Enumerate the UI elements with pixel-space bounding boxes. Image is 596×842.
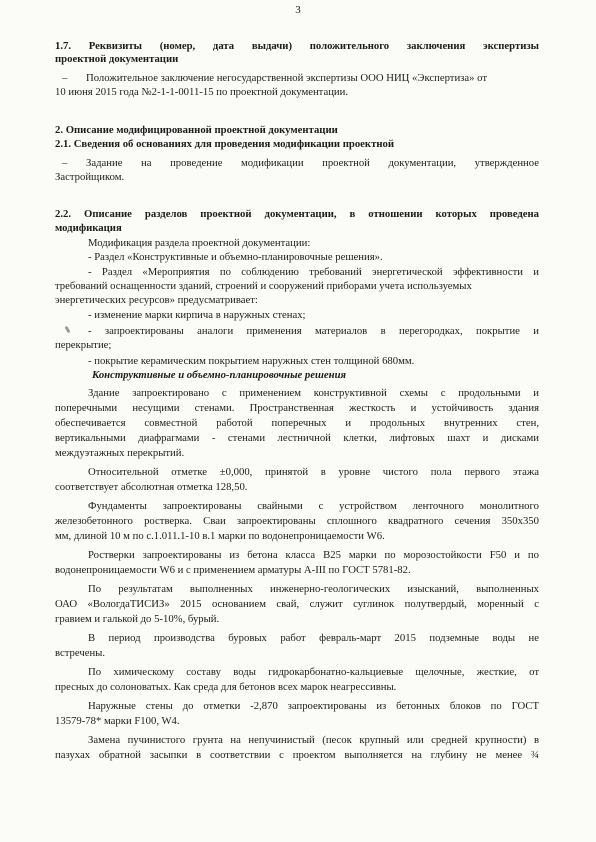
paragraph: 13579-78* марки F100, W4. [55,715,180,727]
section-1-7-text-cont: 10 июня 2015 года №2-1-1-0011-15 по проектной документации. [55,86,349,98]
scan-speck [64,326,70,334]
paragraph: - Раздел «Мероприятия по соблюдению требований энергетической эффективности и [88,266,539,278]
paragraph: По химическому составу воды гидрокарбонатно-кальциевые щелочные, жесткие, от [88,666,539,678]
paragraph: требований оснащенности зданий, строений и сооружений приборами учета используемых [55,280,472,292]
paragraph: Относительной отметке ±0,000, принятой в уровне чистого пола первого этажа [88,466,539,478]
paragraph: поперечными несущими стенами. Пространственная жесткость и устойчивость здания [55,402,539,414]
section-2-1-text: Задание на проведение модификации проектной документации, утвержденное [86,157,539,169]
section-1-7-text: Положительное заключение негосударственной экспертизы ООО НИЦ «Экспертиза» от [86,72,488,84]
paragraph: энергетических ресурсов» предусматривает: [55,294,258,306]
paragraph: - изменение марки кирпича в наружных стенах; [88,309,306,321]
paragraph: водонепроницаемости W6 и с применением арматуры А-III по ГОСТ 5781-82. [55,564,411,576]
paragraph: - запроектированы аналоги применения материалов в перегородках, покрытие и [88,325,539,337]
paragraph: пресных до солоноватых. Как среда для бетонов всех марок неагрессивны. [55,681,397,693]
paragraph: мм, длиной 10 м по с.1.011.1-10 в.1 марки по водонепроницаемости W6. [55,530,385,542]
paragraph: - Раздел «Конструктивные и объемно-планировочные решения». [88,251,383,263]
paragraph: По результатам выполненных инженерно-геологических изысканий, выполненных [88,583,539,595]
paragraph: перекрытие; [55,339,112,351]
paragraph: Ростверки запроектированы из бетона класса В25 марки по морозостойкости F50 и по [88,549,539,561]
page-number: 3 [295,4,301,16]
bullet-dash: – [62,157,68,169]
paragraph: пазухах обратной засыпки в соответствии с проектом выполняется на глубину не менее ¾ [55,749,539,761]
section-1-7-title-cont: проектной документации [55,53,179,65]
paragraph: обеспечивается совместной работой поперечных и продольных внутренних стен, [55,417,539,429]
section-2-title: 2. Описание модифицированной проектной документации [55,124,338,136]
paragraph: железобетонного ростверка. Сваи запроектированы сплошного квадратного сечения 350х350 [55,515,539,527]
section-2-2-title: 2.2. Описание разделов проектной документации, в отношении которых проведена [55,208,539,220]
paragraph: Замена пучинистого грунта на непучинистый (песок крупный или средней крупности) в [88,734,539,746]
paragraph: соответствует абсолютная отметка 128,50. [55,481,248,493]
section-2-1-title: 2.1. Сведения об основаниях для проведения модификации проектной [55,138,394,150]
paragraph: Наружные стены до отметки -2,870 запроектированы из бетонных блоков по ГОСТ [88,700,539,712]
paragraph: Здание запроектировано с применением конструктивной схемы с продольными и [88,387,539,399]
paragraph: встречены. [55,647,106,659]
paragraph: Фундаменты запроектированы свайными с устройством ленточного монолитного [88,500,539,512]
paragraph: междуэтажных перекрытий. [55,447,185,459]
bullet-dash: – [62,72,68,84]
section-2-1-text-cont: Застройщиком. [55,171,125,183]
paragraph: В период производства буровых работ февраль-март 2015 подземные воды не [88,632,539,644]
subsection-title: Конструктивные и объемно-планировочные решения [92,369,347,381]
paragraph: вертикальными диафрагмами - стенами лестничной клетки, лифтовых шахт и дисками [55,432,539,444]
section-1-7-title: 1.7. Реквизиты (номер, дата выдачи) положительного заключения экспертизы [55,40,539,52]
section-2-2-title-cont: модификация [55,222,122,234]
paragraph: ОАО «ВологдаТИСИЗ» 2015 основанием свай, служит суглинок полутвердый, моренный с [55,598,539,610]
paragraph: - покрытие керамическим покрытием наружных стен толщиной 680мм. [88,355,415,367]
paragraph: гравием и галькой до 5-10%, бурый. [55,613,220,625]
paragraph: Модификация раздела проектной документации: [88,237,311,249]
